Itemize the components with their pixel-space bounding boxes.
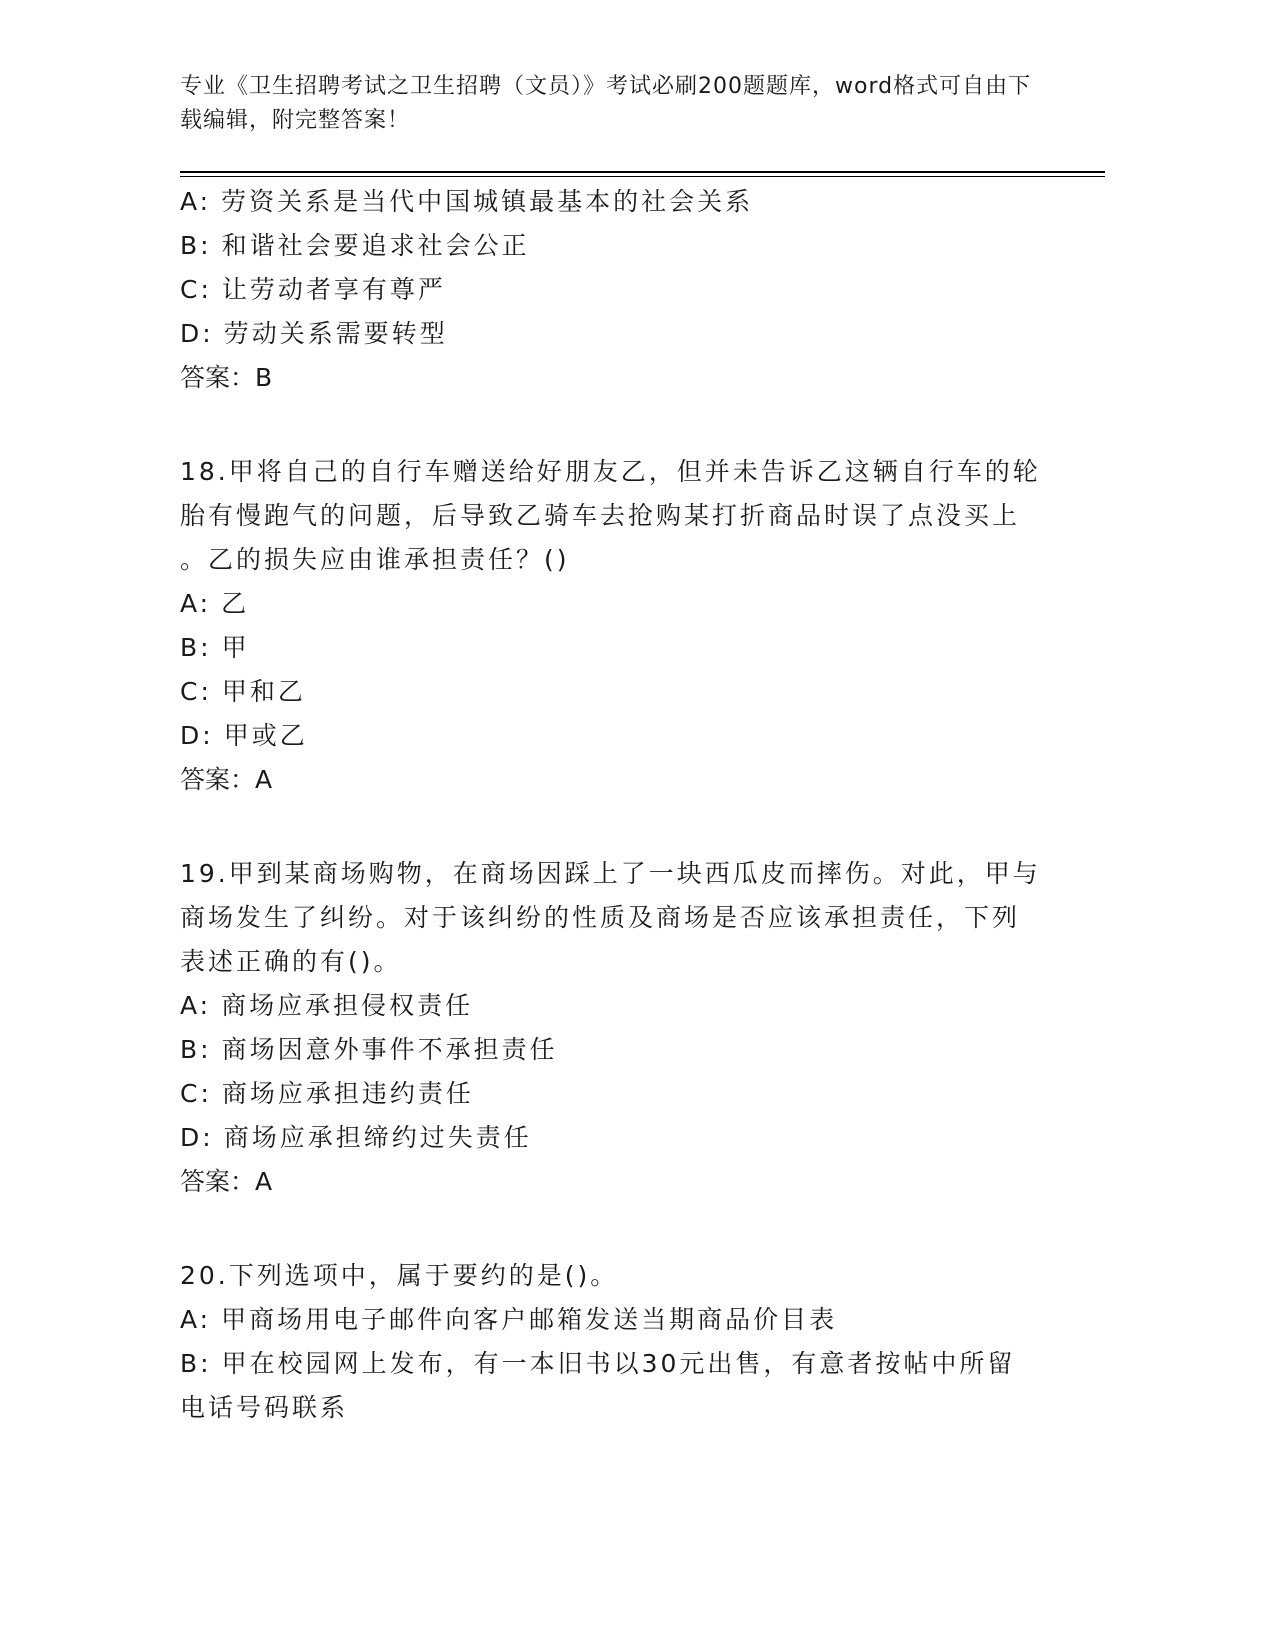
answer-label: 答案： (180, 363, 256, 392)
option-text: 商场应承担违约责任 (221, 1079, 474, 1108)
question-stem-line: 胎有慢跑气的问题，后导致乙骑车去抢购某打折商品时误了点没买上 (180, 501, 1021, 530)
option-label: C: (180, 1079, 212, 1108)
option-text: 劳动关系需要转型 (223, 319, 448, 348)
header-rule-thin (180, 176, 1105, 177)
option-text: 甲 (221, 633, 250, 662)
option-b (180, 626, 1040, 670)
answer-label: 答案： (180, 1167, 256, 1196)
answer-line (180, 1160, 1040, 1204)
option-label: D: (180, 1123, 214, 1152)
question-stem-line: 表述正确的有()。 (180, 947, 402, 976)
question-20 (180, 1254, 1040, 1430)
option-text: 甲或乙 (223, 721, 308, 750)
document-header: 专业《卫生招聘考试之卫生招聘（文员）》考试必刷200题题库，word格式可自由下载编辑，附完整答案！ (180, 74, 1032, 133)
question-17 (180, 180, 1040, 400)
option-text: 让劳动者享有尊严 (221, 275, 446, 304)
option-text: 商场因意外事件不承担责任 (221, 1035, 558, 1064)
option-label: A: (180, 187, 212, 216)
option-label: D: (180, 319, 214, 348)
option-b (180, 1342, 1040, 1386)
option-text: 甲商场用电子邮件向客户邮箱发送当期商品价目表 (221, 1305, 838, 1334)
answer-value: A (255, 1167, 273, 1196)
option-label: B: (180, 1035, 212, 1064)
option-d (180, 312, 1040, 356)
option-text: 甲和乙 (221, 677, 306, 706)
question-stem-line: 19.甲到某商场购物，在商场因踩上了一块西瓜皮而摔伤。对此，甲与 (180, 859, 1041, 888)
question-19 (180, 852, 1040, 1204)
option-label: B: (180, 633, 212, 662)
option-label: A: (180, 589, 212, 618)
option-text: 商场应承担侵权责任 (221, 991, 474, 1020)
option-text: 劳资关系是当代中国城镇最基本的社会关系 (221, 187, 754, 216)
question-stem-line: 18.甲将自己的自行车赠送给好朋友乙，但并未告诉乙这辆自行车的轮 (180, 457, 1041, 486)
option-b (180, 224, 1040, 268)
option-label: B: (180, 231, 212, 260)
option-label: A: (180, 1305, 212, 1334)
answer-line (180, 758, 1040, 802)
question-content (180, 180, 1040, 1480)
answer-label: 答案： (180, 765, 256, 794)
option-label: C: (180, 677, 212, 706)
option-text: 商场应承担缔约过失责任 (223, 1123, 532, 1152)
option-text: 和谐社会要追求社会公正 (221, 231, 530, 260)
option-a (180, 984, 1040, 1028)
option-label: C: (180, 275, 212, 304)
question-stem-line: 商场发生了纠纷。对于该纠纷的性质及商场是否应该承担责任，下列 (180, 903, 1021, 932)
option-text: 甲在校园网上发布，有一本旧书以30元出售，有意者按帖中所留 (221, 1349, 1016, 1378)
option-d (180, 1116, 1040, 1160)
option-a (180, 1298, 1040, 1342)
option-c (180, 1072, 1040, 1116)
header-rule-thick (180, 171, 1105, 173)
option-label: D: (180, 721, 214, 750)
option-a (180, 180, 1040, 224)
option-c (180, 268, 1040, 312)
answer-value: B (255, 363, 273, 392)
option-label: B: (180, 1349, 212, 1378)
option-a (180, 582, 1040, 626)
question-stem-line: 20.下列选项中，属于要约的是()。 (180, 1261, 619, 1290)
answer-value: A (255, 765, 273, 794)
option-b-continuation: 电话号码联系 (180, 1393, 349, 1422)
question-18 (180, 450, 1040, 802)
option-d (180, 714, 1040, 758)
option-b (180, 1028, 1040, 1072)
option-text: 乙 (221, 589, 250, 618)
option-label: A: (180, 991, 212, 1020)
question-stem-line: 。乙的损失应由谁承担责任？() (180, 545, 570, 574)
answer-line (180, 356, 1040, 400)
option-c (180, 670, 1040, 714)
